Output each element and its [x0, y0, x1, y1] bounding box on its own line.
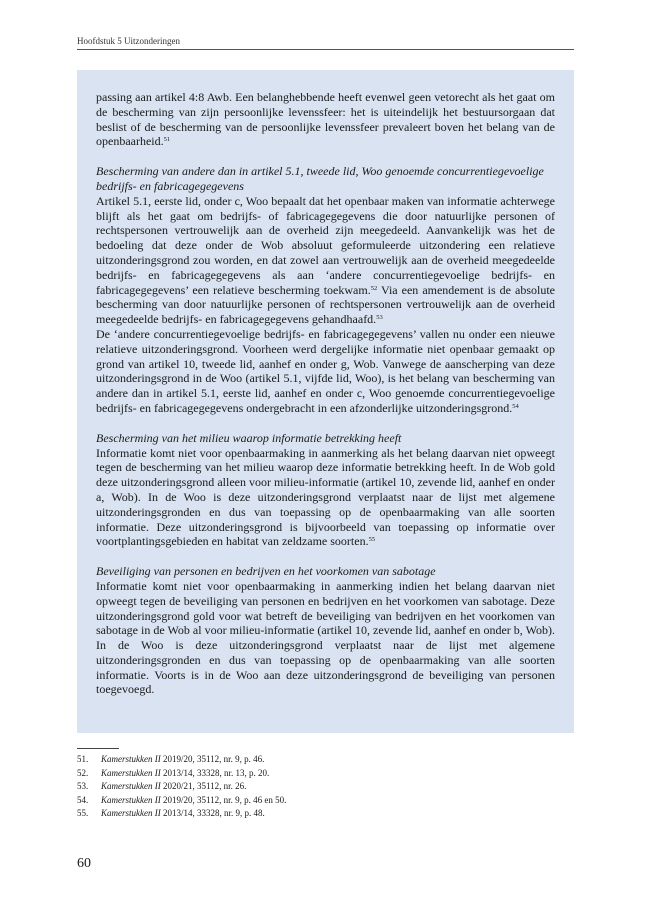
footnote — [77, 794, 574, 808]
page-number: 60 — [77, 856, 91, 871]
footnote-source: Kamerstukken II — [101, 754, 161, 764]
footnotes — [77, 753, 574, 821]
section-heading: Beveiliging van personen en bedrijven en het voorkomen van sabotage — [96, 564, 436, 579]
footnote — [77, 807, 574, 821]
footnote-ref: 51 — [163, 136, 171, 144]
section-paragraph: Artikel 5.1, eerste lid, onder c, Woo bepaalt dat het openbaar maken van informatie achterwege blijft als het gaat om bedrijfs- of fabricagegegevens die door natuurlijke personen of rechtspersonen vertrouwelijk aan de overheid zijn meegedeeld. Aanvankelijk was het de bedoeling dat deze onder de Wob absoluut geformuleerde uitzondering een relatieve uitzonderingsgrond zou worden, en dat zowel aan vertrouwelijk aan de overheid meegedeelde bedrijfs- en fabricagegegevens als aan ‘andere concurrentiegevoelige bedrijfs- en fabricagegegevens’ een relatieve bescherming toekwam.$^{52}$ Via een amendement is de absolute bescherming van door natuurlijke personen of rechtspersonen vertrouwelijk aan de overheid meegedeelde bedrijfs- en fabricagegegevens gehandhaafd.$^{53}$ — [96, 193, 555, 327]
footnote-ref-text: 2019/20, 35112, nr. 9, p. 46. — [160, 754, 265, 764]
footnote-source: Kamerstukken II — [101, 808, 161, 819]
footnote-rule — [77, 748, 119, 749]
footnote-number: 53. — [77, 781, 89, 792]
footnote-ref: 53 — [376, 314, 383, 322]
footnote-source: Kamerstukken II — [101, 767, 161, 778]
footnote-number: 51. — [77, 754, 89, 764]
footnote — [77, 753, 574, 767]
footnote-number: 55. — [77, 808, 89, 819]
footnote-ref-text: 2013/14, 33328, nr. 13, p. 20. — [160, 767, 270, 778]
footnote — [77, 767, 574, 781]
footnote-ref-text: 2019/20, 35112, nr. 9, p. 46 en 50. — [160, 794, 287, 805]
section-paragraph: Informatie komt niet voor openbaarmaking in aanmerking als het belang daarvan niet opweegt tegen de bescherming van het milieu waarop deze informatie betrekking heeft. In de Wob gold deze uitzonderingsgrond alleen voor milieu-informatie (artikel 10, zevende lid, aanhef en onder a, Wob). In de Woo is deze uitzonderingsgrond verplaatst naar de lijst met algemene uitzonderingsgronden en dus van toepassing op de openbaarmaking van alle soorten informatie. Deze uitzonderingsgrond is bijvoorbeeld van toepassing op informatie over voortplantingsgebieden en habitat van zeldzame soorten.$^{55}$ — [96, 445, 555, 549]
section-heading: Bescherming van het milieu waarop informatie betrekking heeft — [96, 430, 402, 445]
footnote-ref: 55 — [368, 536, 376, 544]
section-paragraph: Informatie komt niet voor openbaarmaking in aanmerking indien het belang daarvan niet opweegt tegen de beveiliging van personen en bedrijven en het voorkomen van sabotage. Deze uitzonderingsgrond gold voor wat betreft de beveiliging van bedrijven en het voorkomen van sabotage in de Wob al voor milieu-informatie (artikel 10, zevende lid, aanhef en onder b, Wob). In de Woo is deze uitzonderingsgrond verplaatst naar de lijst met algemene uitzonderingsgronden en dus van toepassing op de openbaarmaking van alle soorten informatie. Voorts is in de Woo aan deze uitzonderingsgrond de beveiliging van personen toegevoegd. — [96, 578, 555, 697]
section-heading: Bescherming van andere dan in artikel 5.1, tweede lid, Woo genoemde concurrentiegevoelige bedrijfs- en fabricagegegevens — [96, 164, 544, 193]
footnote-ref-text: 2020/21, 35112, nr. 26. — [160, 781, 247, 792]
intro-paragraph: passing aan artikel 4:8 Awb. Een belanghebbende heeft evenwel geen vetorecht als het gaat om de bescherming van zijn persoonlijke levenssfeer: het is uiteindelijk het bestuursorgaan dat beslist of de bescherming van de persoonlijke levenssfeer prevaleert boven het belang van de openbaarheid.$^{51}$ — [96, 90, 555, 149]
footnote-number: 52. — [77, 767, 89, 778]
footnote-source: Kamerstukken II — [101, 794, 161, 805]
footnote-ref: 52 — [370, 284, 378, 292]
header-rule — [77, 49, 574, 50]
footnote-ref-text: 2013/14, 33328, nr. 9, p. 48. — [160, 808, 265, 819]
text-panel — [77, 70, 574, 733]
running-header: Hoofdstuk 5 Uitzonderingen — [77, 36, 180, 46]
footnote-source: Kamerstukken II — [101, 781, 161, 792]
section-paragraph: De ‘andere concurrentiegevoelige bedrijfs- en fabricagegegevens’ vallen nu onder een nieuwe relatieve uitzonderingsgrond. Voorheen werd dergelijke informatie niet openbaar gemaakt op grond van artikel 10, tweede lid, aanhef en onder g, Wob. Vanwege de aanscherping van deze uitzonderingsgrond in de Woo (artikel 5.1, vijfde lid, Woo), is het belang van bescherming van andere dan in artikel 5.1, eerste lid, aanhef en onder c, Woo genoemde concurrentiegevoelige bedrijfs- en fabricagegegevens ondergebracht in een afzonderlijke uitzonderingsgrond.$^{54}$ — [96, 326, 555, 415]
footnote-ref: 54 — [512, 402, 519, 410]
footnote — [77, 780, 574, 794]
footnote-number: 54. — [77, 794, 89, 805]
